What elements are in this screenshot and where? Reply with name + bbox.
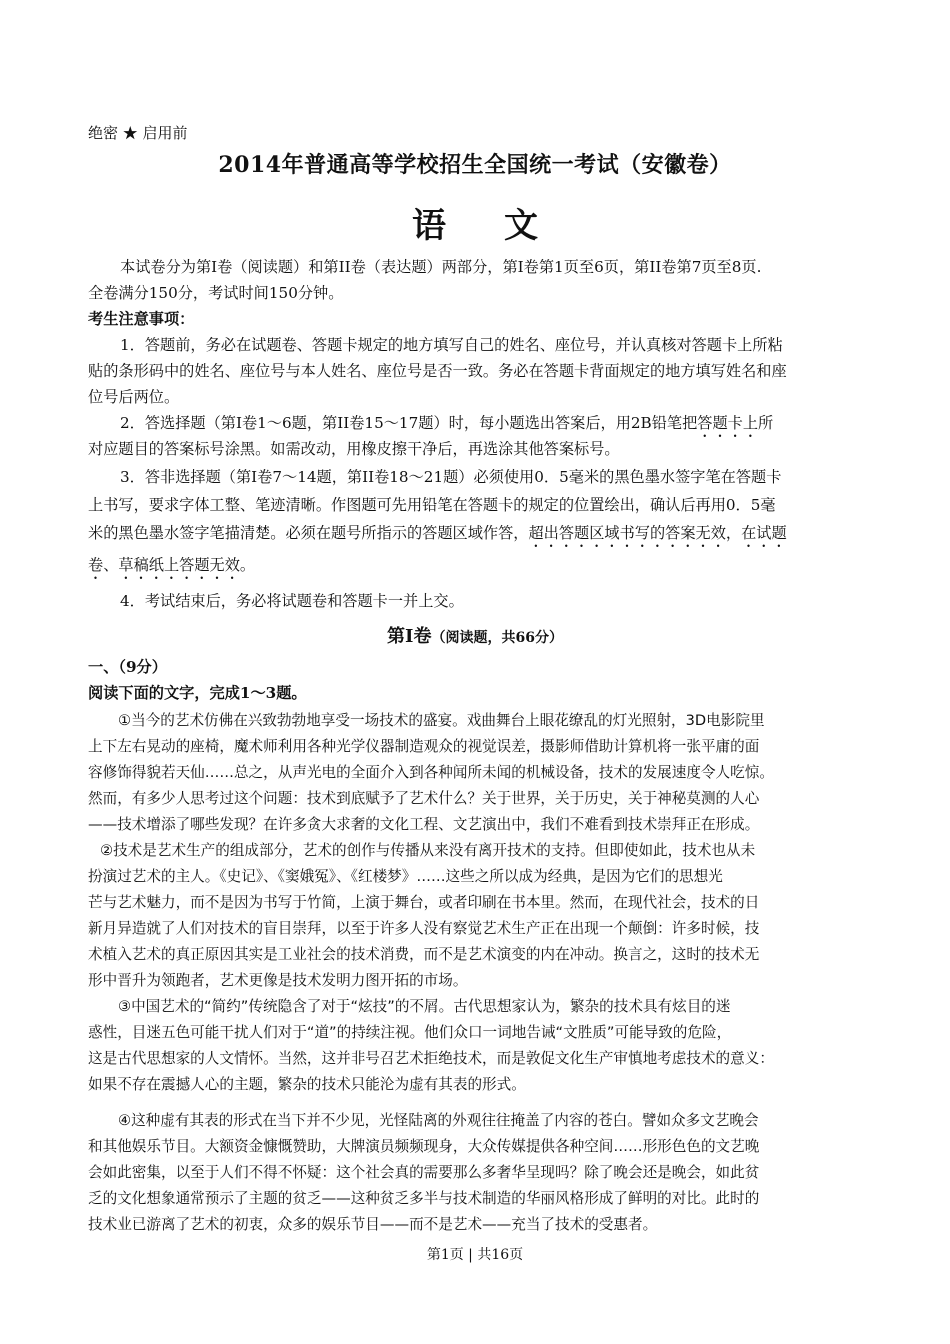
- passage-line: 和其他娱乐节目。大额资金慷慨赞助，大牌演员频频现身，大众传媒提供各种空间……形形色色的文艺晚: [88, 1138, 760, 1155]
- notice-text: 所: [758, 414, 774, 432]
- confidential-label: 绝密 ★ 启用前: [88, 124, 188, 142]
- notice-item-3: [88, 520, 787, 551]
- notice-item-1: 1．答题前，务必在试题卷、答题卡规定的地方填写自己的姓名、座位号，并认真核对答题卡上所粘: [120, 336, 783, 354]
- passage-line: 如果不存在震撼人心的主题，繁杂的技术只能沦为虚有其表的形式。: [88, 1076, 526, 1093]
- emphasized-text: 超出答题区域书写的答案无效，在试题: [528, 524, 787, 542]
- passage-line: 扮演过艺术的主人。《史记》、《窦娥冤》、《红楼梦》……这些之所以成为经典，是因为它们的思想光: [88, 868, 723, 885]
- notice-item-3: [88, 552, 255, 583]
- part-heading: 一、（9分）: [88, 658, 167, 676]
- subject-title: 语文: [412, 206, 596, 246]
- notice-text: 2．答选择题（第I卷1～6题，第II卷15～17题）时，每小题选出答案后，用2B铅笔把: [120, 414, 698, 432]
- passage-line: ——技术增添了哪些发现？在许多贪大求奢的文化工程、文艺演出中，我们不难看到技术崇拜正在形成。: [88, 816, 760, 833]
- reading-instruction: 阅读下面的文字，完成1～3题。: [88, 684, 307, 702]
- notice-item-3: 3．答非选择题（第I卷7～14题，第II卷18～21题）必须使用0．5毫米的黑色墨水签字笔在答题卡: [120, 468, 782, 486]
- notice-item-4: 4．考试结束后，务必将试题卷和答题卡一并上交。: [120, 592, 464, 610]
- passage-line: ①当今的艺术仿佛在兴致勃勃地享受一场技术的盛宴。戏曲舞台上眼花缭乱的灯光照射，3D电影院里: [118, 712, 765, 729]
- notice-text: 米的黑色墨水签字笔描清楚。必须在题号所指示的答题区域作答，: [88, 524, 529, 542]
- exam-title: 2014年普通高等学校招生全国统一考试（安徽卷）: [218, 152, 732, 178]
- section-title: [0, 622, 950, 648]
- notice-item-1: 位号后两位。: [88, 388, 180, 406]
- emphasized-text: 卷、草稿纸上答题无效: [88, 556, 240, 574]
- passage-line: 这是古代思想家的人文情怀。当然，这并非号召艺术拒绝技术，而是敦促文化生产审慎地考虑技术的意义：: [88, 1050, 774, 1067]
- notice-item-1: 贴的条形码中的姓名、座位号与本人姓名、座位号是否一致。务必在答题卡背面规定的地方填写姓名和座: [88, 362, 787, 380]
- emphasized-text: 答题卡上: [697, 414, 759, 432]
- passage-line: 乏的文化想象通常预示了主题的贫乏——这种贫乏多半与技术制造的华丽风格形成了鲜明的对比。此时的: [88, 1190, 760, 1207]
- passage-line: ④这种虚有其表的形式在当下并不少见，光怪陆离的外观往往掩盖了内容的苍白。譬如众多文艺晚会: [118, 1112, 759, 1129]
- passage-line: ②技术是艺术生产的组成部分，艺术的创作与传播从来没有离开技术的支持。但即使如此，技术也从未: [100, 842, 756, 859]
- passage-line: ③中国艺术的“简约”传统隐含了对于“炫技”的不屑。古代思想家认为，繁杂的技术具有炫目的迷: [118, 998, 731, 1015]
- section-title-main: 第I卷: [387, 626, 432, 647]
- passage-line: 惑性，目迷五色可能干扰人们对于“道”的持续注视。他们众口一词地告诫“文胜质”可能导致的危险，: [88, 1024, 732, 1041]
- passage-line: 然而，有多少人思考过这个问题：技术到底赋予了艺术什么？关于世界，关于历史，关于神秘莫测的人心: [88, 790, 760, 807]
- notice-item-2: 对应题目的答案标号涂黑。如需改动，用橡皮擦干净后，再选涂其他答案标号。: [88, 440, 620, 458]
- passage-line: 上下左右晃动的座椅，魔术师利用各种光学仪器制造观众的视觉误差，摄影师借助计算机将一张平庸的面: [88, 738, 760, 755]
- passage-line: 会如此密集，以至于人们不得不怀疑：这个社会真的需要那么多奢华呈现吗？除了晚会还是晚会，如此贫: [88, 1164, 760, 1181]
- passage-line: 容修饰得貌若天仙……总之，从声光电的全面介入到各种闻所未闻的机械设备，技术的发展速度令人吃惊。: [88, 764, 774, 781]
- notice-text: 。: [239, 556, 256, 574]
- passage-line: 技术业已游离了艺术的初衷，众多的娱乐节目——而不是艺术——充当了技术的受惠者。: [88, 1216, 658, 1233]
- passage-line: 形中晋升为领跑者，艺术更像是技术发明力图开拓的市场。: [88, 972, 468, 989]
- section-title-note: （阅读题，共66分）: [431, 630, 563, 646]
- intro-line: 本试卷分为第I卷（阅读题）和第II卷（表达题）两部分，第I卷第1页至6页，第II卷第7页至8页.: [120, 258, 762, 276]
- passage-line: 新月异造就了人们对技术的盲目崇拜，以至于许多人没有察觉艺术生产正在出现一个颠倒：许多时候，技: [88, 920, 760, 937]
- notice-heading: 考生注意事项：: [88, 310, 195, 328]
- notice-item-3: 上书写，要求字体工整、笔迹清晰。作图题可先用铅笔在答题卡的规定的位置绘出，确认后再用0．5毫: [88, 496, 776, 514]
- passage-line: 芒与艺术魅力，而不是因为书写于竹简，上演于舞台，或者印刷在书本里。然而，在现代社会，技术的日: [88, 894, 760, 911]
- passage-line: 术植入艺术的真正原因其实是工业社会的技术消费，而不是艺术演变的内在冲动。换言之，这时的技术无: [88, 946, 760, 963]
- intro-line: 全卷满分150分，考试时间150分钟。: [88, 284, 344, 302]
- page-footer: 第1页 | 共16页: [426, 1247, 524, 1263]
